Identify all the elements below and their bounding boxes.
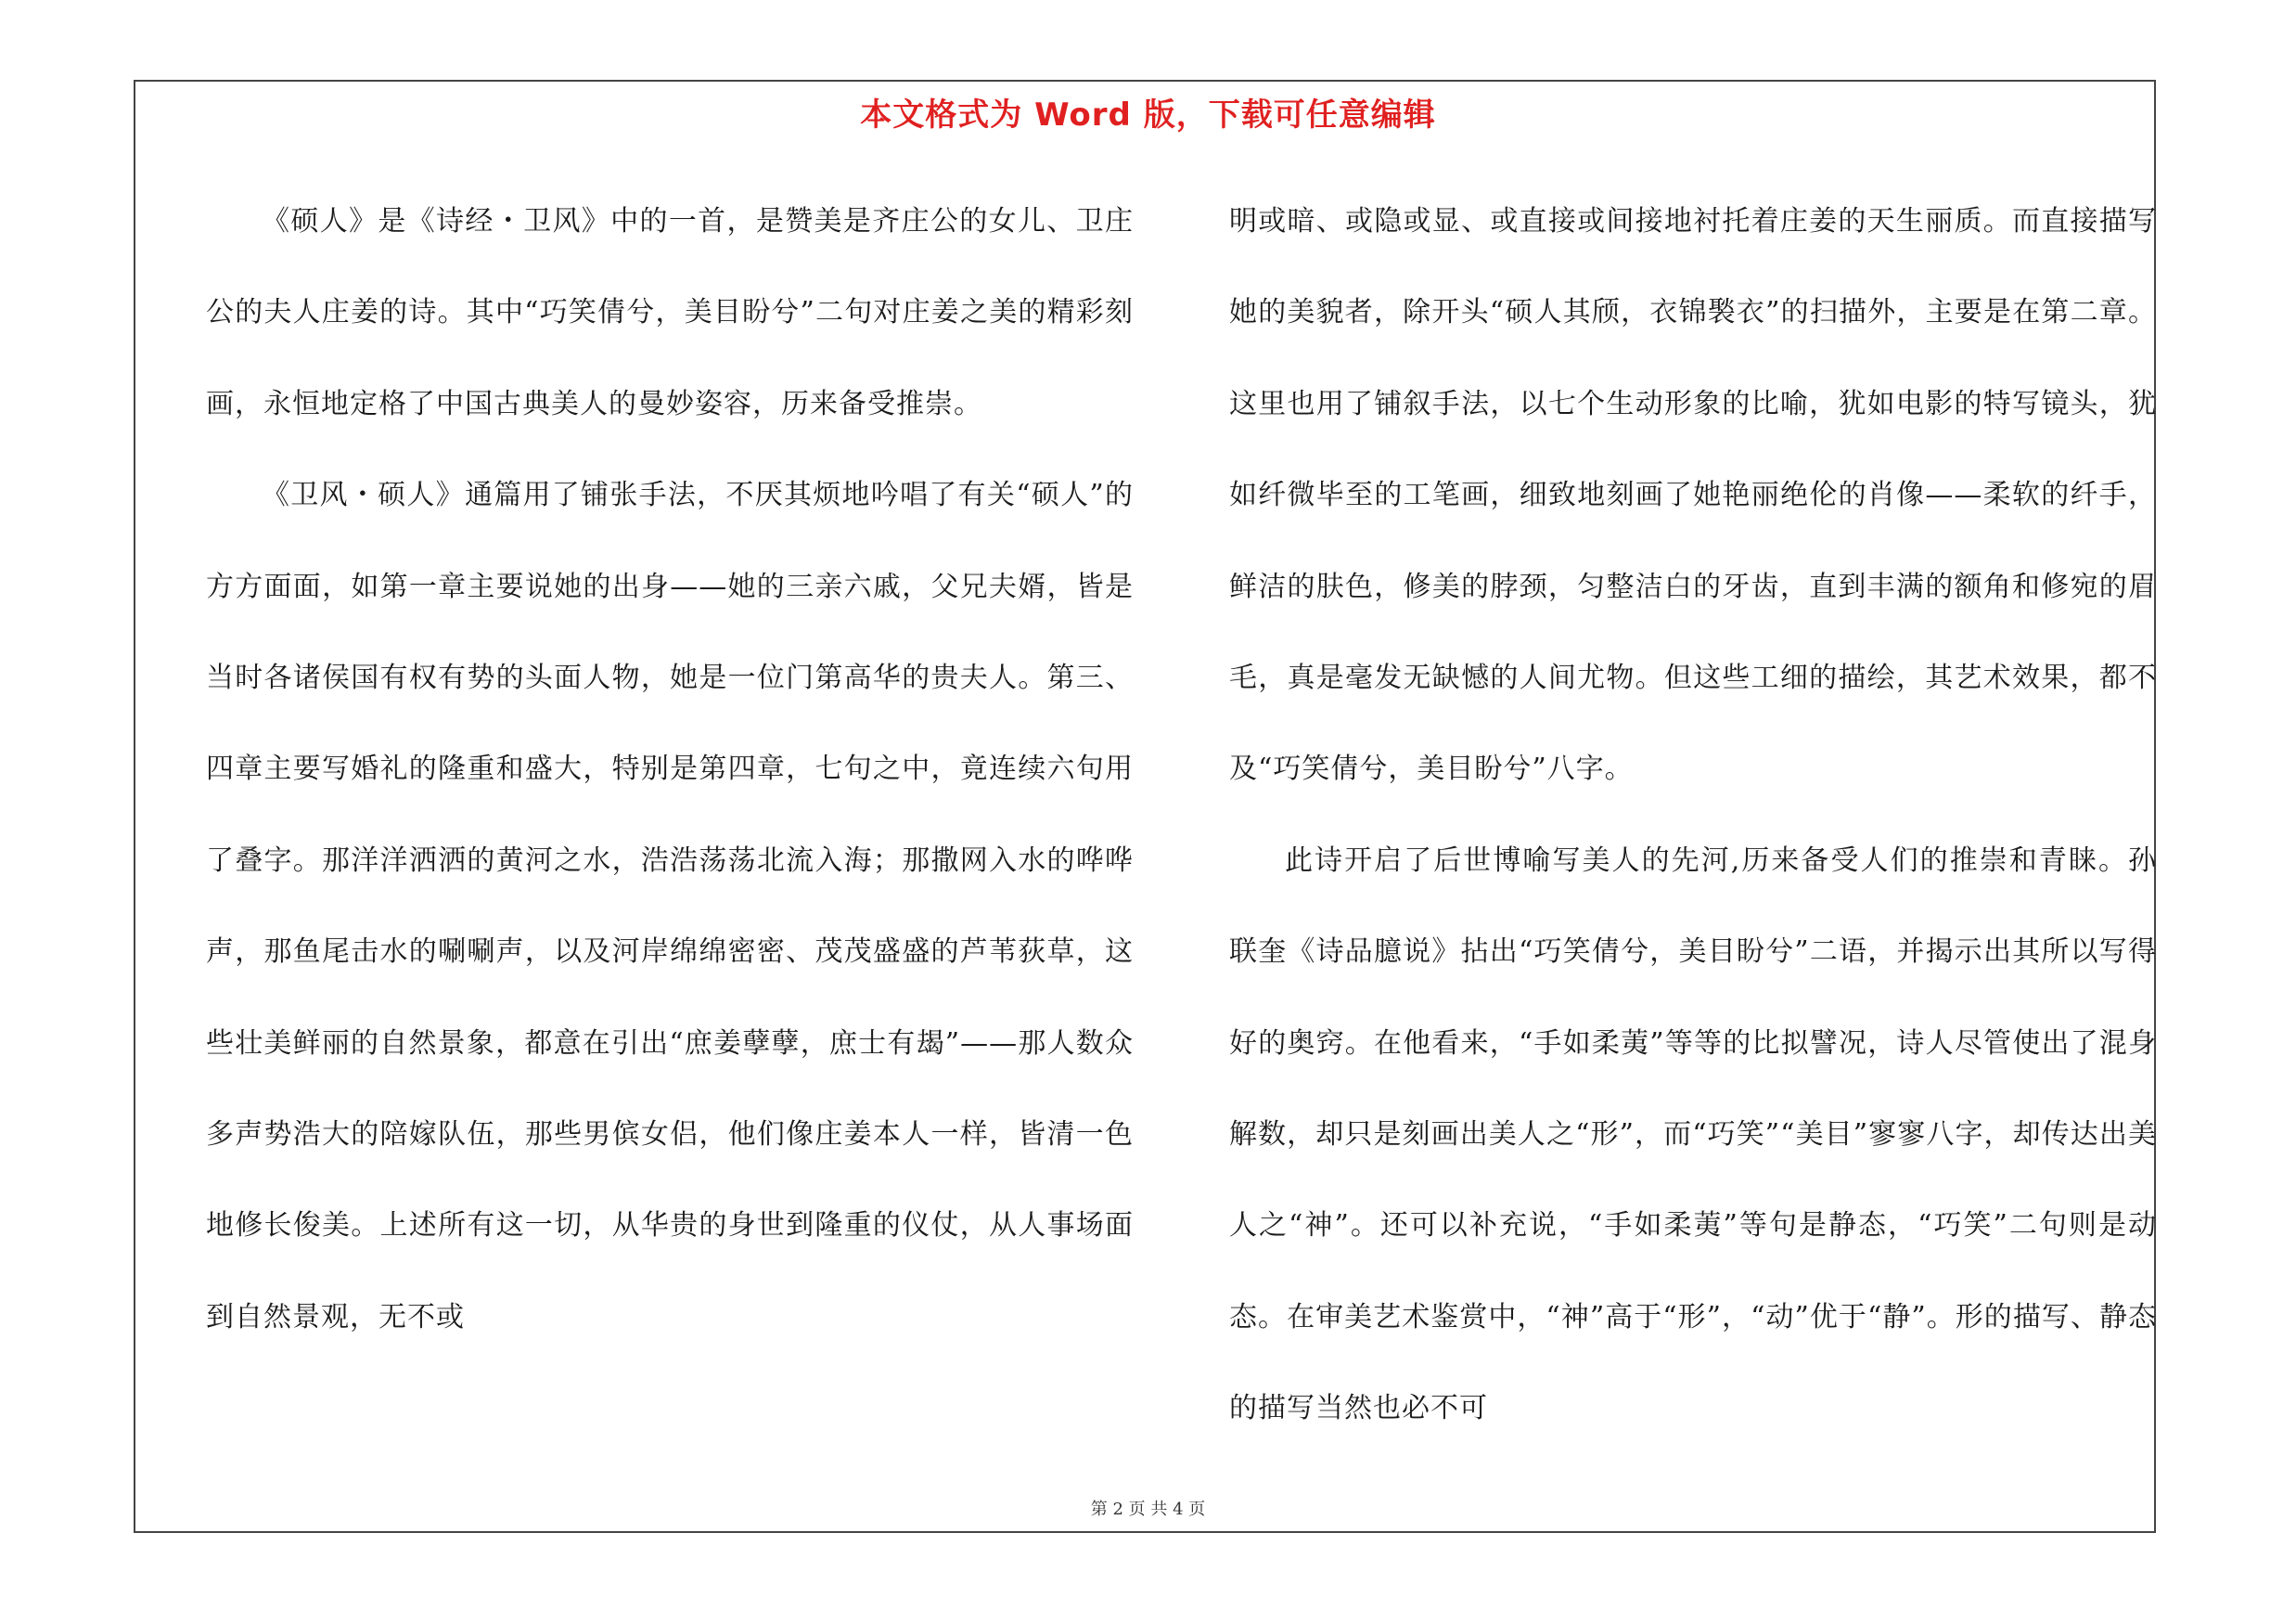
left-column	[206, 176, 1134, 1363]
paragraph: 《卫风・硕人》通篇用了铺张手法，不厌其烦地吟唱了有关“硕人”的方方面面，如第一章主要说她的出身——她的三亲六戚，父兄夫婿，皆是当时各诸侯国有权有势的头面人物，她是一位门第高华的贵夫人。第三、四章主要写婚礼的隆重和盛大，特别是第四章，七句之中，竟连续六句用了叠字。那洋洋洒洒的黄河之水，浩浩荡荡北流入海；那撒网入水的哗哗声，那鱼尾击水的唰唰声，以及河岸绵绵密密、茂茂盛盛的芦苇荻草，这些壮美鲜丽的自然景象，都意在引出“庶姜孽孽，庶士有朅”——那人数众多声势浩大的陪嫁队伍，那些男傧女侣，他们像庄姜本人一样，皆清一色地修长俊美。上述所有这一切，从华贵的身世到隆重的仪仗，从人事场面到自然景观，无不或	[206, 479, 1134, 1333]
right-column	[1229, 176, 2157, 1455]
paragraph: 《硕人》是《诗经・卫风》中的一首，是赞美是齐庄公的女儿、卫庄公的夫人庄姜的诗。其中“巧笑倩兮，美目盼兮”二句对庄姜之美的精彩刻画，永恒地定格了中国古典美人的曼妙姿容，历来备受推崇。	[206, 205, 1134, 420]
paragraph: 明或暗、或隐或显、或直接或间接地衬托着庄姜的天生丽质。而直接描写她的美貌者，除开头“硕人其颀，衣锦褧衣”的扫描外，主要是在第二章。这里也用了铺叙手法，以七个生动形象的比喻，犹如电影的特写镜头，犹如纤微毕至的工笔画，细致地刻画了她艳丽绝伦的肖像——柔软的纤手，鲜洁的肤色，修美的脖颈，匀整洁白的牙齿，直到丰满的额角和修宛的眉毛，真是毫发无缺憾的人间尤物。但这些工细的描绘，其艺术效果，都不及“巧笑倩兮，美目盼兮”八字。	[1229, 205, 2157, 786]
paragraph: 此诗开启了后世博喻写美人的先河,历来备受人们的推崇和青睐。孙联奎《诗品臆说》拈出“巧笑倩兮，美目盼兮”二语，并揭示出其所以写得好的奥窍。在他看来，“手如柔荑”等等的比拟譬况，诗人尽管使出了混身解数，却只是刻画出美人之“形”，而“巧笑”“美目”寥寥八字，却传达出美人之“神”。还可以补充说，“手如柔荑”等句是静态，“巧笑”二句则是动态。在审美艺术鉴赏中，“神”高于“形”，“动”优于“静”。形的描写、静态的描写当然也必不可	[1229, 844, 2157, 1425]
word-format-notice: 本文格式为 Word 版，下载可任意编辑	[860, 97, 1436, 134]
page-number: 第 2 页 共 4 页	[1090, 1500, 1206, 1519]
